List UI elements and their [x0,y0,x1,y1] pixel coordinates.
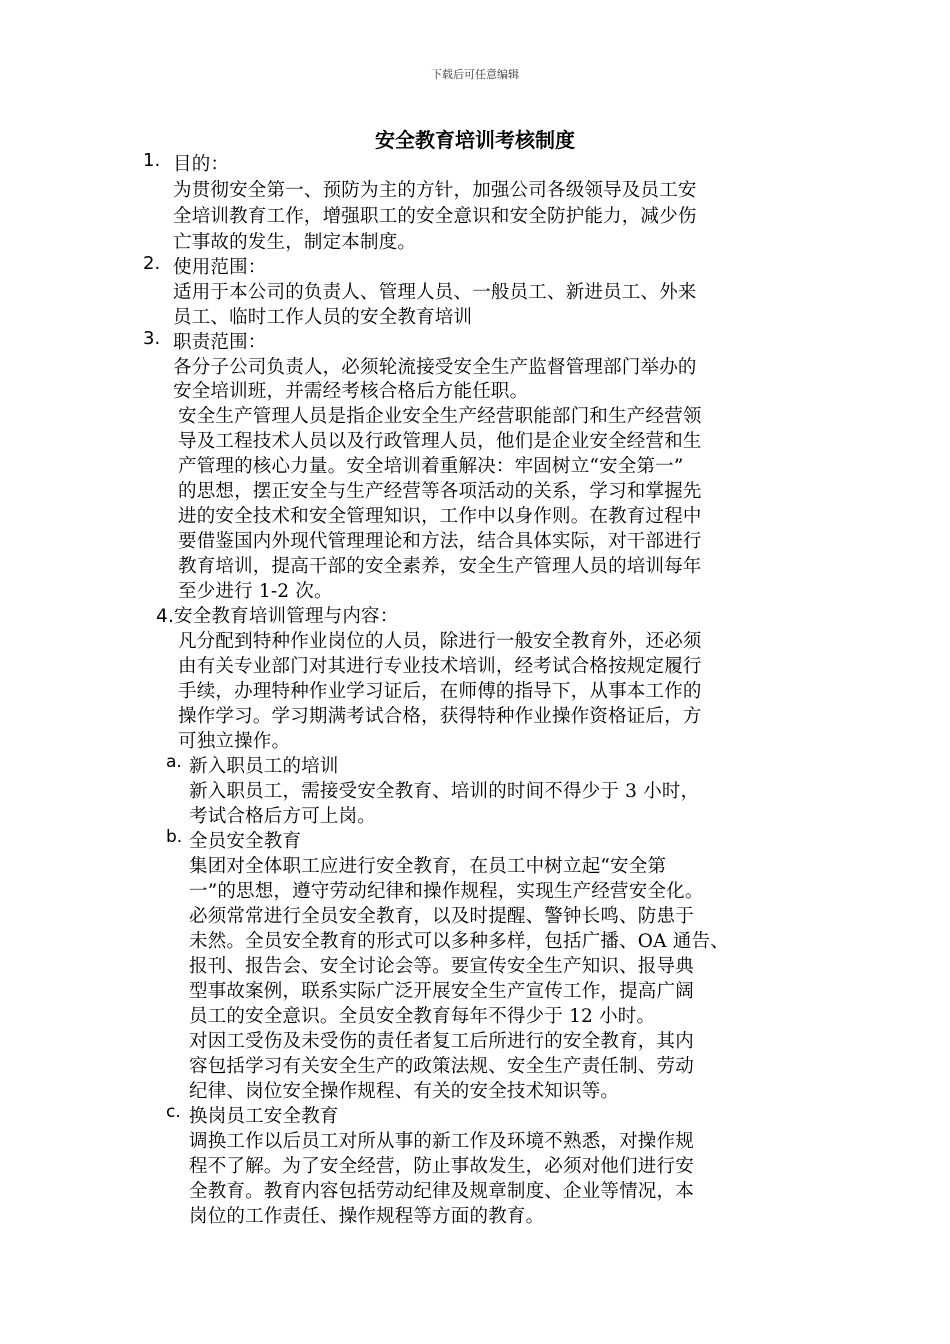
section-3-number: 3. [143,328,161,349]
section-3-heading: 职责范围： [173,332,267,353]
section-4-line: 由有关专业部门对其进行专业技术培训，经考试合格按规定履行 [178,656,702,677]
document-title: 安全教育培训考核制度 [375,128,575,152]
section-3-line: 产管理的核心力量。安全培训着重解决：牢固树立“安全第一” [178,456,684,477]
section-1-heading: 目的： [173,154,230,175]
section-2-line: 适用于本公司的负责人、管理人员、一般员工、新进员工、外来 [173,282,697,303]
section-3-line: 要借鉴国内外现代管理理论和方法，结合具体实际，对干部进行 [178,531,702,552]
subsection-c-line: 程不了解。为了安全经营，防止事故发生，必须对他们进行安 [189,1156,694,1177]
subsection-c-line: 岗位的工作责任、操作规程等方面的教育。 [189,1206,545,1227]
section-2-line: 员工、临时工作人员的安全教育培训 [173,307,473,328]
subsection-b-letter: b. [166,827,183,847]
subsection-c-line: 调换工作以后员工对所从事的新工作及环境不熟悉，对操作规 [189,1131,694,1152]
section-3-line: 教育培训，提高干部的安全素养，安全生产管理人员的培训每年 [178,556,702,577]
subsection-b-line: 容包括学习有关安全生产的政策法规、安全生产责任制、劳动 [189,1056,694,1077]
subsection-b-line: 一”的思想，遵守劳动纪律和操作规程，实现生产经营安全化。 [189,881,704,902]
section-3-line: 导及工程技术人员以及行政管理人员，他们是企业安全经营和生 [178,431,702,452]
subsection-b-heading: 全员安全教育 [189,831,302,852]
subsection-b-line: 对因工受伤及未受伤的责任者复工后所进行的安全教育，其内 [189,1031,694,1052]
section-4-line: 手续，办理特种作业学习证后，在师傅的指导下，从事本工作的 [178,681,702,702]
section-3-line: 进的安全技术和安全管理知识，工作中以身作则。在教育过程中 [178,506,702,527]
section-3-line: 安全生产管理人员是指企业安全生产经营职能部门和生产经营领 [178,406,702,427]
subsection-b-line: 集团对全体职工应进行安全教育，在员工中树立起“安全第 [189,856,667,877]
subsection-b-line: 必须常常进行全员安全教育，以及时提醒、警钟长鸣、防患于 [189,906,694,927]
subsection-a-line: 考试合格后方可上岗。 [189,806,377,827]
subsection-c-heading: 换岗员工安全教育 [189,1106,339,1127]
section-4-line: 凡分配到特种作业岗位的人员，除进行一般安全教育外，还必须 [178,631,702,652]
section-4-heading: 4.安全教育培训管理与内容： [156,606,399,627]
subsection-b-line: 未然。全员安全教育的形式可以多种多样，包括广播、OA 通告、 [189,931,729,952]
subsection-b-line: 报刊、报告会、安全讨论会等。要宣传安全生产知识、报导典 [189,956,694,977]
section-3-line: 各分子公司负责人，必须轮流接受安全生产监督管理部门举办的 [173,357,697,378]
section-3-line: 的思想，摆正安全与生产经营等各项活动的关系，学习和掌握先 [178,481,702,502]
subsection-c-line: 全教育。教育内容包括劳动纪律及规章制度、企业等情况，本 [189,1181,694,1202]
section-3-line: 至少进行 1-2 次。 [178,581,333,602]
subsection-b-line: 纪律、岗位安全操作规程、有关的安全技术知识等。 [189,1081,620,1102]
section-1-line: 亡事故的发生，制定本制度。 [173,232,417,253]
section-2-number: 2. [143,253,161,274]
page-header-note: 下载后可任意编辑 [431,68,519,81]
section-3-line: 安全培训班，并需经考核合格后方能任职。 [173,381,529,402]
section-1-line: 为贯彻安全第一、预防为主的方针，加强公司各级领导及员工安 [173,180,697,201]
section-1-number: 1. [143,150,161,171]
subsection-a-line: 新入职员工，需接受安全教育、培训的时间不得少于 3 小时， [189,781,700,802]
section-1-line: 全培训教育工作，增强职工的安全意识和安全防护能力，减少伤 [173,206,697,227]
section-4-line: 操作学习。学习期满考试合格，获得特种作业操作资格证后，方 [178,706,702,727]
subsection-c-letter: c. [166,1102,181,1122]
subsection-a-letter: a. [166,752,182,772]
section-4-line: 可独立操作。 [178,731,291,752]
subsection-b-line: 员工的安全意识。全员安全教育每年不得少于 12 小时。 [189,1006,656,1027]
subsection-b-line: 型事故案例，联系实际广泛开展安全生产宣传工作，提高广阔 [189,981,694,1002]
subsection-a-heading: 新入职员工的培训 [189,756,339,777]
section-2-heading: 使用范围： [173,257,267,278]
